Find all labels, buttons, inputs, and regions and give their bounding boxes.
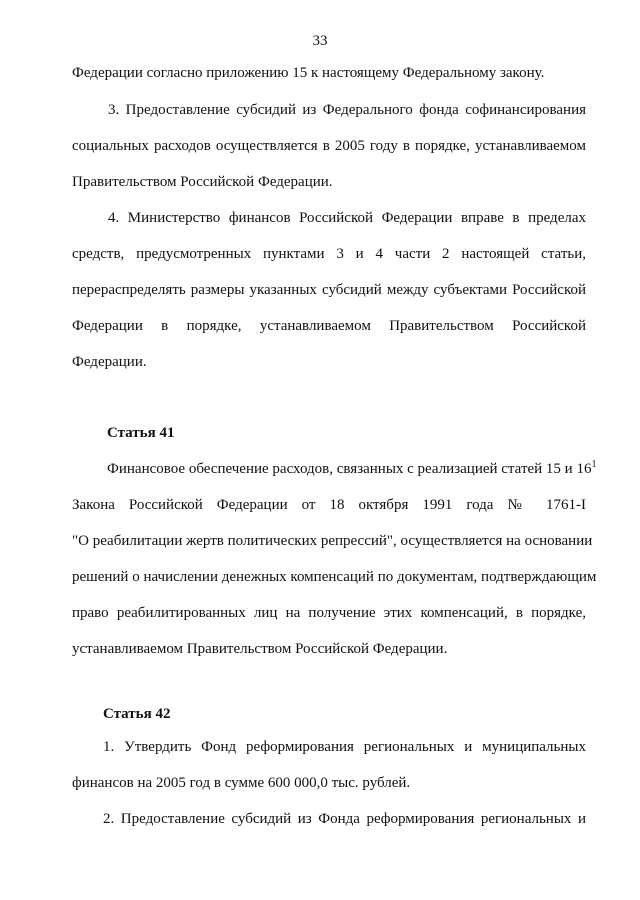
paragraph-4-line: 4. Министерство финансов Российской Федерации вправе в пределах <box>108 210 586 226</box>
paragraph-3-line: 3. Предоставление субсидий из Федерального фонда софинансирования <box>108 102 586 118</box>
article-41-heading: Статья 41 <box>107 425 175 441</box>
paragraph-3-line: Правительством Российской Федерации. <box>72 174 333 190</box>
article-41-line: Закона Российской Федерации от 18 октября 1991 года № 1761-I <box>72 497 586 513</box>
paragraph-4-line: перераспределять размеры указанных субсидий между субъектами Российской <box>72 282 586 298</box>
superscript: 1 <box>591 459 597 470</box>
article-42-line: 2. Предоставление субсидий из Фонда реформирования региональных и <box>103 811 586 827</box>
article-42-line: финансов на 2005 год в сумме 600 000,0 тыс. рублей. <box>72 775 411 791</box>
paragraph-3-line: социальных расходов осуществляется в 2005 году в порядке, устанавливаемом <box>72 138 586 154</box>
text-line: Федерации согласно приложению 15 к настоящему Федеральному закону. <box>72 65 545 81</box>
paragraph-4-line: средств, предусмотренных пунктами 3 и 4 части 2 настоящей статьи, <box>72 246 586 262</box>
article-41-line: право реабилитированных лиц на получение этих компенсаций, в порядке, <box>72 605 586 621</box>
paragraph-4-line: Федерации в порядке, устанавливаемом Правительством Российской <box>72 318 586 334</box>
article-41-line: решений о начислении денежных компенсаций по документам, подтверждающим <box>72 569 597 585</box>
article-41-line <box>107 459 597 478</box>
article-42-line: 1. Утвердить Фонд реформирования региональных и муниципальных <box>103 739 586 755</box>
article-42-heading: Статья 42 <box>103 706 171 722</box>
article-41-line: "О реабилитации жертв политических репрессий", осуществляется на основании <box>72 533 593 549</box>
page-number: 33 <box>312 33 328 49</box>
paragraph-4-line: Федерации. <box>72 354 147 370</box>
article-41-line-text: Финансовое обеспечение расходов, связанных с реализацией статей 15 и 16 <box>107 461 592 477</box>
article-41-line: устанавливаемом Правительством Российской Федерации. <box>72 641 448 657</box>
